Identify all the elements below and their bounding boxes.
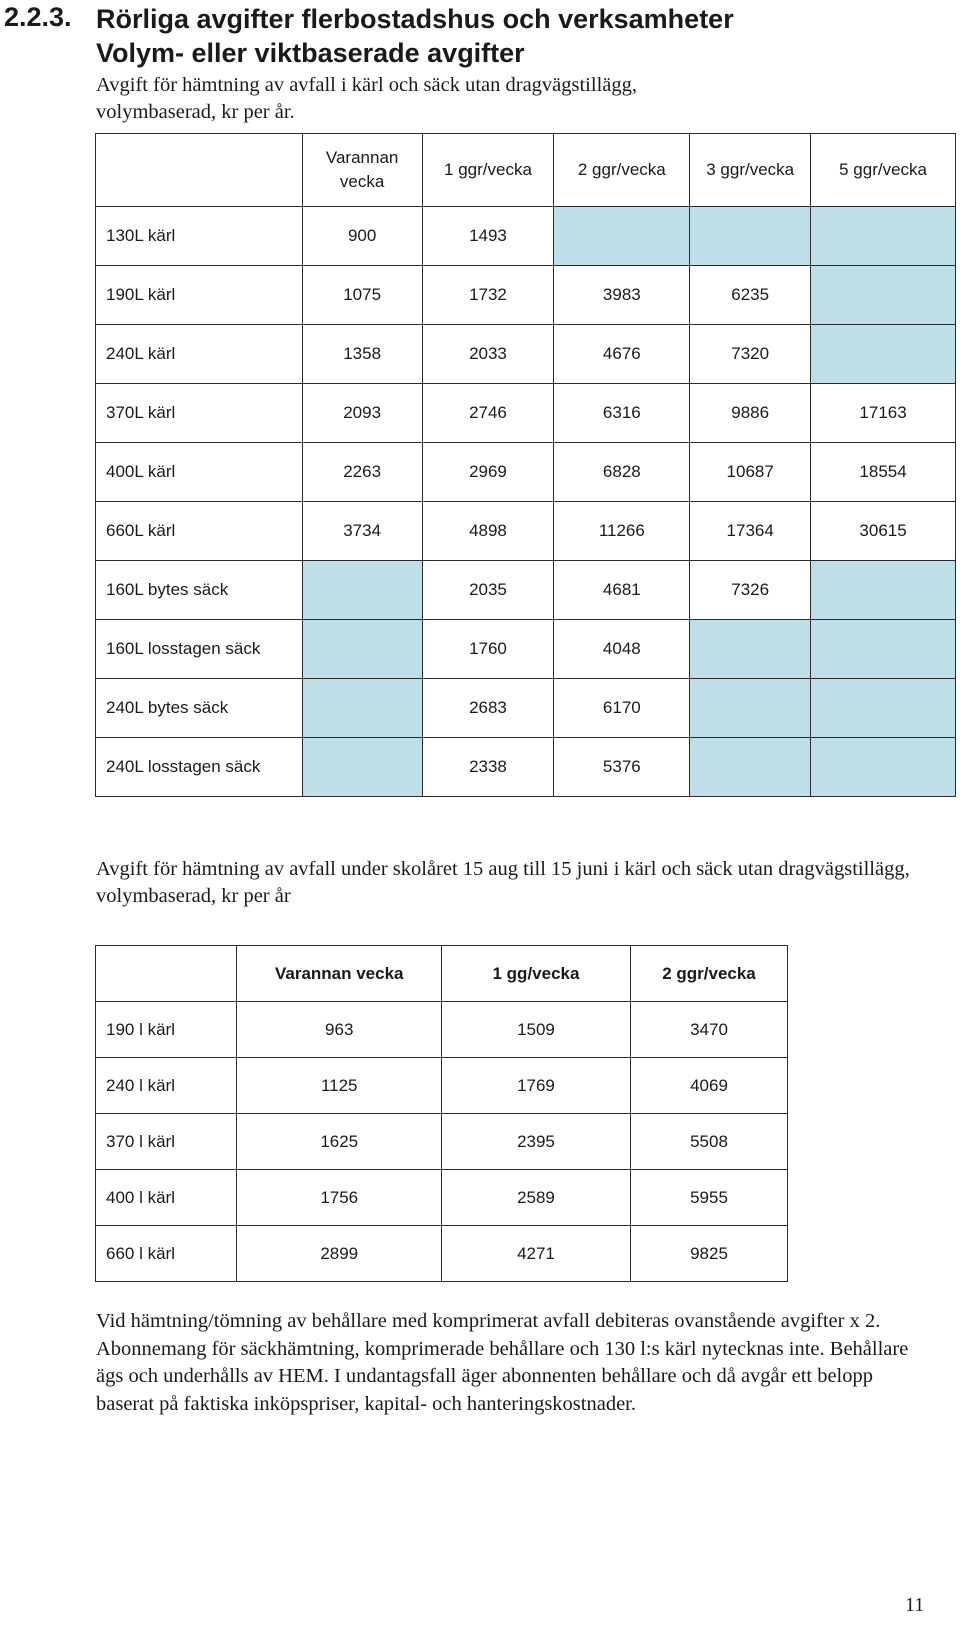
table-header-row: [96, 134, 956, 207]
fee-cell: 2395: [441, 1114, 630, 1170]
fee-cell: 11266: [554, 502, 690, 561]
row-label: 240L bytes säck: [96, 679, 303, 738]
fee-cell: 1625: [237, 1114, 442, 1170]
column-header: 2 ggr/vecka: [630, 946, 787, 1002]
fee-cell: 1756: [237, 1170, 442, 1226]
fee-cell: 1493: [422, 207, 554, 266]
table-row: [96, 561, 956, 620]
fee-cell: 5955: [630, 1170, 787, 1226]
fee-cell: 9825: [630, 1226, 787, 1282]
fee-cell: 10687: [690, 443, 811, 502]
fee-cell: [690, 207, 811, 266]
row-label: 130L kärl: [96, 207, 303, 266]
fee-cell: 1075: [302, 266, 422, 325]
column-header: 5 ggr/vecka: [811, 134, 956, 207]
row-label: 370L kärl: [96, 384, 303, 443]
fee-cell: 9886: [690, 384, 811, 443]
fee-cell: 3983: [554, 266, 690, 325]
section-subtitle: Volym- eller viktbaserade avgifter: [96, 38, 525, 68]
fee-cell: 1125: [237, 1058, 442, 1114]
table-row: [96, 1058, 788, 1114]
fee-cell: 4271: [441, 1226, 630, 1282]
fee-cell: 900: [302, 207, 422, 266]
table-row: [96, 502, 956, 561]
fee-cell: 1760: [422, 620, 554, 679]
fee-cell: [302, 679, 422, 738]
column-header: Varannan vecka: [237, 946, 442, 1002]
fee-cell: 2899: [237, 1226, 442, 1282]
fee-cell: 2035: [422, 561, 554, 620]
page-number: 11: [905, 1594, 925, 1616]
fee-cell: 2683: [422, 679, 554, 738]
header-corner-cell: [96, 946, 237, 1002]
table-row: [96, 679, 956, 738]
fee-cell: 5376: [554, 738, 690, 797]
table-row: [96, 384, 956, 443]
row-label: 240L losstagen säck: [96, 738, 303, 797]
row-label: 660 l kärl: [96, 1226, 237, 1282]
fees-table-school-year: [95, 945, 788, 1282]
fee-cell: 1358: [302, 325, 422, 384]
section-number: 2.2.3.: [4, 2, 72, 32]
fee-cell: 1732: [422, 266, 554, 325]
column-header: 2 ggr/vecka: [554, 134, 690, 207]
row-label: 240L kärl: [96, 325, 303, 384]
table-row: [96, 738, 956, 797]
fee-cell: 2969: [422, 443, 554, 502]
fee-cell: 2263: [302, 443, 422, 502]
row-label: 660L kärl: [96, 502, 303, 561]
table-row: [96, 266, 956, 325]
row-label: 400L kärl: [96, 443, 303, 502]
fee-cell: [690, 620, 811, 679]
table-row: [96, 207, 956, 266]
fees-table-volume: [95, 133, 956, 797]
table-header-row: [96, 946, 788, 1002]
fee-cell: 18554: [811, 443, 956, 502]
fee-cell: [811, 325, 956, 384]
fee-cell: [811, 738, 956, 797]
fee-cell: 17163: [811, 384, 956, 443]
column-header: 1 gg/vecka: [441, 946, 630, 1002]
fee-cell: 3470: [630, 1002, 787, 1058]
column-header: 3 ggr/vecka: [690, 134, 811, 207]
fee-cell: 2093: [302, 384, 422, 443]
fee-cell: 5508: [630, 1114, 787, 1170]
fee-cell: 2338: [422, 738, 554, 797]
row-label: 370 l kärl: [96, 1114, 237, 1170]
fee-cell: 30615: [811, 502, 956, 561]
column-header: 1 ggr/vecka: [422, 134, 554, 207]
row-label: 400 l kärl: [96, 1170, 237, 1226]
fee-cell: [690, 738, 811, 797]
fee-cell: [811, 679, 956, 738]
fee-cell: [554, 207, 690, 266]
fee-cell: 6316: [554, 384, 690, 443]
school-year-paragraph: Avgift för hämtning av avfall under skolåret 15 aug till 15 juni i kärl och säck utan dragvägstillägg, volymbaserad, kr per år: [96, 858, 910, 907]
fee-cell: [302, 738, 422, 797]
table-row: [96, 1002, 788, 1058]
header-corner-cell: [96, 134, 303, 207]
fee-cell: 963: [237, 1002, 442, 1058]
row-label: 190 l kärl: [96, 1002, 237, 1058]
fee-cell: 6235: [690, 266, 811, 325]
fee-cell: [811, 620, 956, 679]
fee-cell: 4681: [554, 561, 690, 620]
fee-cell: [811, 207, 956, 266]
fee-cell: [811, 266, 956, 325]
section-title: Rörliga avgifter flerbostadshus och verksamheter: [96, 4, 734, 34]
row-label: 240 l kärl: [96, 1058, 237, 1114]
fee-cell: [690, 679, 811, 738]
column-header: Varannan vecka: [302, 134, 422, 207]
fee-cell: 17364: [690, 502, 811, 561]
table-row: [96, 620, 956, 679]
fee-cell: 4676: [554, 325, 690, 384]
compressed-waste-paragraph: Vid hämtning/tömning av behållare med komprimerat avfall debiteras ovanstående avgifter x 2. Abonnemang för säckhämtning, komprimerade behållare och 130 l:s kärl nytecknas inte. Behållare ägs och underhålls av HEM. I undantagsfall äger abonnenten behållare och då avgår ett belopp baserat på faktiska inköpspriser, kapital- och hanteringskostnader.: [96, 1310, 909, 1415]
fee-cell: 7326: [690, 561, 811, 620]
fee-cell: 4048: [554, 620, 690, 679]
table-row: [96, 1226, 788, 1282]
fee-cell: [302, 561, 422, 620]
fee-cell: [811, 561, 956, 620]
fee-cell: 7320: [690, 325, 811, 384]
fee-cell: 1509: [441, 1002, 630, 1058]
fee-cell: 4898: [422, 502, 554, 561]
fee-cell: 6828: [554, 443, 690, 502]
fee-cell: 1769: [441, 1058, 630, 1114]
row-label: 160L bytes säck: [96, 561, 303, 620]
fee-cell: 4069: [630, 1058, 787, 1114]
fee-cell: 6170: [554, 679, 690, 738]
table-row: [96, 1114, 788, 1170]
table-row: [96, 443, 956, 502]
intro-paragraph: Avgift för hämtning av avfall i kärl och säck utan dragvägstillägg, volymbaserad, kr per år.: [96, 74, 637, 123]
fee-cell: 3734: [302, 502, 422, 561]
fee-cell: 2746: [422, 384, 554, 443]
row-label: 160L losstagen säck: [96, 620, 303, 679]
fee-cell: 2033: [422, 325, 554, 384]
fee-cell: 2589: [441, 1170, 630, 1226]
fee-cell: [302, 620, 422, 679]
row-label: 190L kärl: [96, 266, 303, 325]
table-row: [96, 325, 956, 384]
table-row: [96, 1170, 788, 1226]
